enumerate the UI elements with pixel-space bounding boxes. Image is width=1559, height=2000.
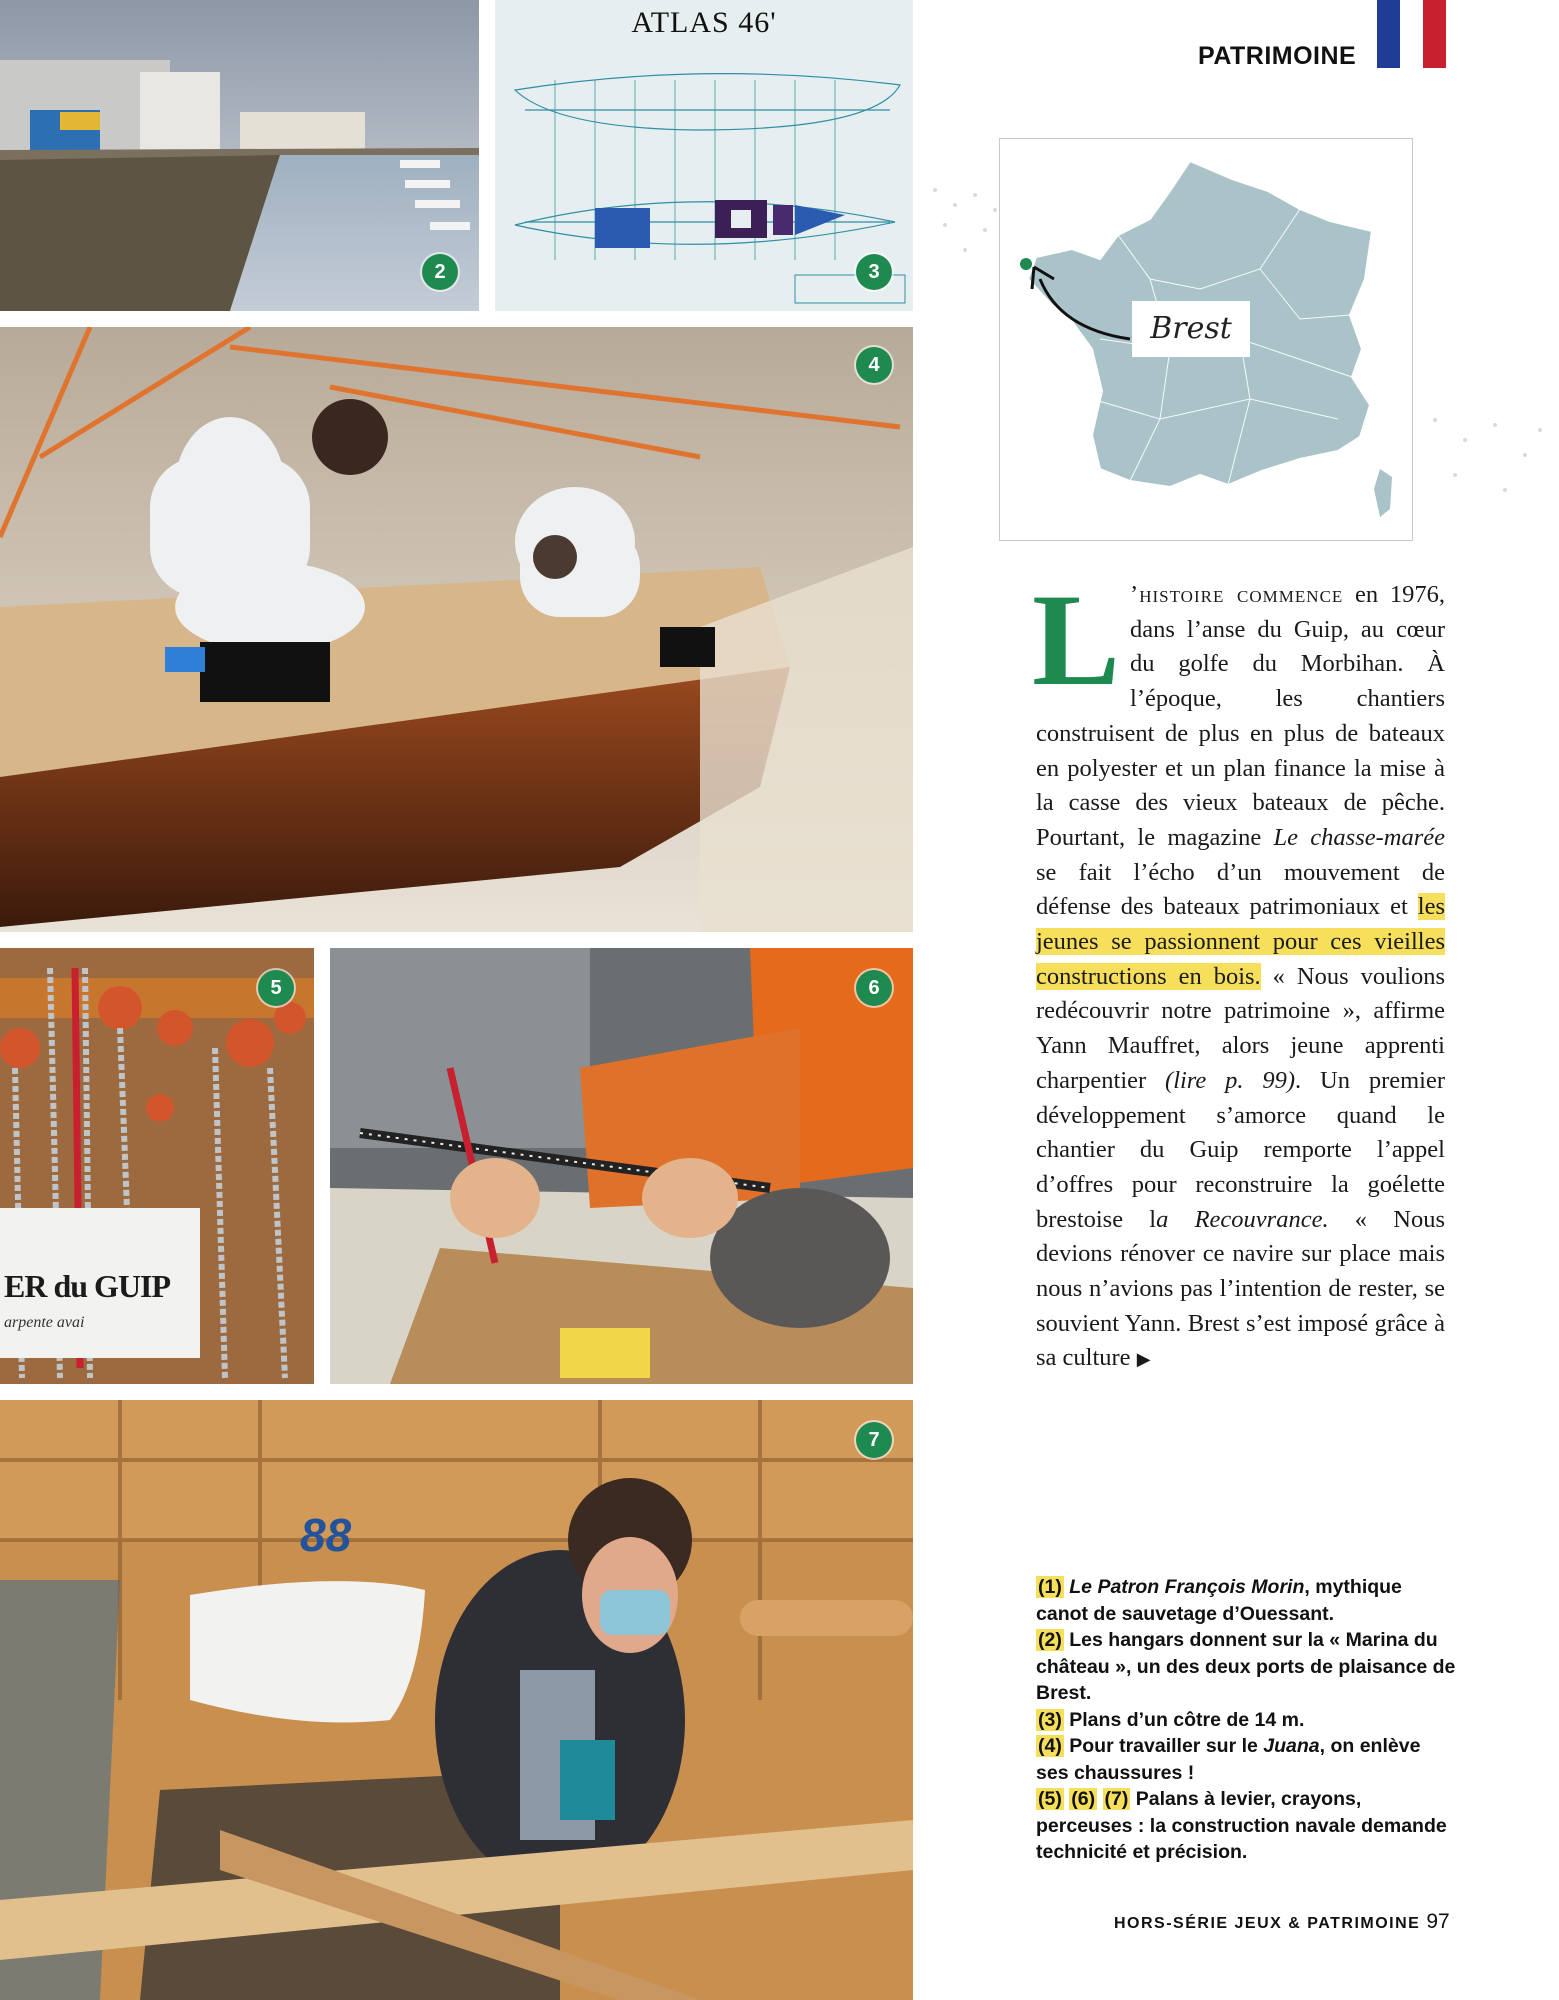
caption-4	[1036, 1733, 1456, 1786]
hull-number: 88	[300, 1509, 352, 1561]
photo-number-badge: 6	[856, 970, 892, 1006]
plan-title: ATLAS 46'	[631, 6, 777, 39]
photo-carpenter-drilling	[0, 1400, 913, 2000]
photo-number-badge: 5	[258, 970, 294, 1006]
caption-number: (7)	[1104, 1788, 1129, 1810]
continue-arrow-icon: ▶	[1136, 1349, 1151, 1370]
photo-carpenter-marking	[330, 948, 913, 1384]
caption-text: , on enlève ses chaussures !	[1036, 1735, 1421, 1784]
sign-text: ER du GUIP	[4, 1268, 171, 1304]
article-text: en 1976, dans l’anse du Guip, au cœur du golfe du Morbihan. À l’époque, les chantiers construisent de plus en plus de bateaux en polyester et un plan finance la mise à la casse des vieux bateaux de pêche. Pourtant, le magazine	[1036, 581, 1445, 851]
article-body	[1032, 566, 1446, 1377]
ship-name: a Recouvrance.	[1156, 1205, 1329, 1233]
caption-text: Palans à levier, crayons, perceuses : la construction navale demande technicité et précision.	[1036, 1788, 1447, 1863]
decorative-texture	[915, 170, 1005, 270]
highlighted-text: les jeunes se passionnent pour ces vieilles constructions en bois.	[1036, 893, 1445, 990]
article-text: se fait l’écho d’un mouvement de défense des bateaux patrimoniaux et	[1036, 858, 1445, 921]
french-flag-icon	[1377, 0, 1446, 68]
caption-2	[1036, 1627, 1456, 1707]
photo-number-badge: 7	[856, 1422, 892, 1458]
france-map	[999, 138, 1413, 541]
drop-cap: L	[1032, 566, 1121, 713]
caption-number: (4)	[1038, 1735, 1062, 1757]
photo-lever-hoists	[0, 948, 314, 1384]
photo-marina	[0, 0, 479, 311]
boat-name: Le Patron François Morin	[1069, 1576, 1305, 1598]
map-city-label: Brest	[1150, 311, 1232, 346]
article-text: « Nous devions rénover ce navire sur place mais nous n’avions pas l’intention de rester, se souvient Yann. Brest s’est imposé grâce à sa culture	[1036, 1205, 1446, 1372]
sign-subtext: arpente avai	[4, 1314, 85, 1331]
caption-text: Pour travailler sur le	[1063, 1735, 1264, 1757]
article-text: . Un premier développement s’amorce quand le chantier du Guip remporte l’appel d’offres pour reconstruire la goélette brestoise l	[1036, 1066, 1445, 1233]
caption-3	[1036, 1707, 1456, 1734]
publication-title: HORS-SÉRIE JEUX & PATRIMOINE	[1114, 1915, 1421, 1932]
caption-text: Les hangars donnent sur la « Marina du château », un des deux ports de plaisance de Brest.	[1036, 1629, 1456, 1704]
photo-number-badge: 4	[856, 347, 892, 383]
magazine-title: Le chasse-marée	[1273, 823, 1445, 851]
caption-1	[1036, 1574, 1456, 1627]
caption-5-6-7	[1036, 1786, 1456, 1866]
caption-number: (3)	[1038, 1708, 1062, 1731]
boat-name: Juana	[1263, 1735, 1320, 1757]
caption-text: Plans d’un côtre de 14 m.	[1063, 1708, 1305, 1731]
photo-captions	[1036, 1574, 1456, 1866]
section-label: PATRIMOINE	[1198, 42, 1357, 70]
photo-number-badge: 3	[856, 254, 892, 290]
caption-number: (2)	[1038, 1629, 1062, 1651]
page-number: 97	[1426, 1910, 1450, 1933]
caption-number: (6)	[1071, 1788, 1096, 1810]
article-text: « Nous voulions redécouvrir notre patrimoine », affirme Yann Mauffret, alors jeune apprenti charpentier	[1036, 962, 1445, 1094]
decorative-texture	[1415, 400, 1555, 510]
caption-text: , mythique canot de sauvetage d’Ouessant.	[1036, 1576, 1402, 1625]
opening-words: ’histoire commence	[1130, 581, 1344, 608]
page-footer	[1114, 1910, 1450, 1934]
page-reference: (lire p. 99)	[1165, 1066, 1296, 1094]
photo-boat-plans	[495, 0, 913, 311]
caption-number: (1)	[1038, 1576, 1062, 1598]
photo-number-badge: 2	[422, 254, 458, 290]
photo-workers-on-hull	[0, 327, 913, 932]
caption-number: (5)	[1038, 1788, 1062, 1810]
